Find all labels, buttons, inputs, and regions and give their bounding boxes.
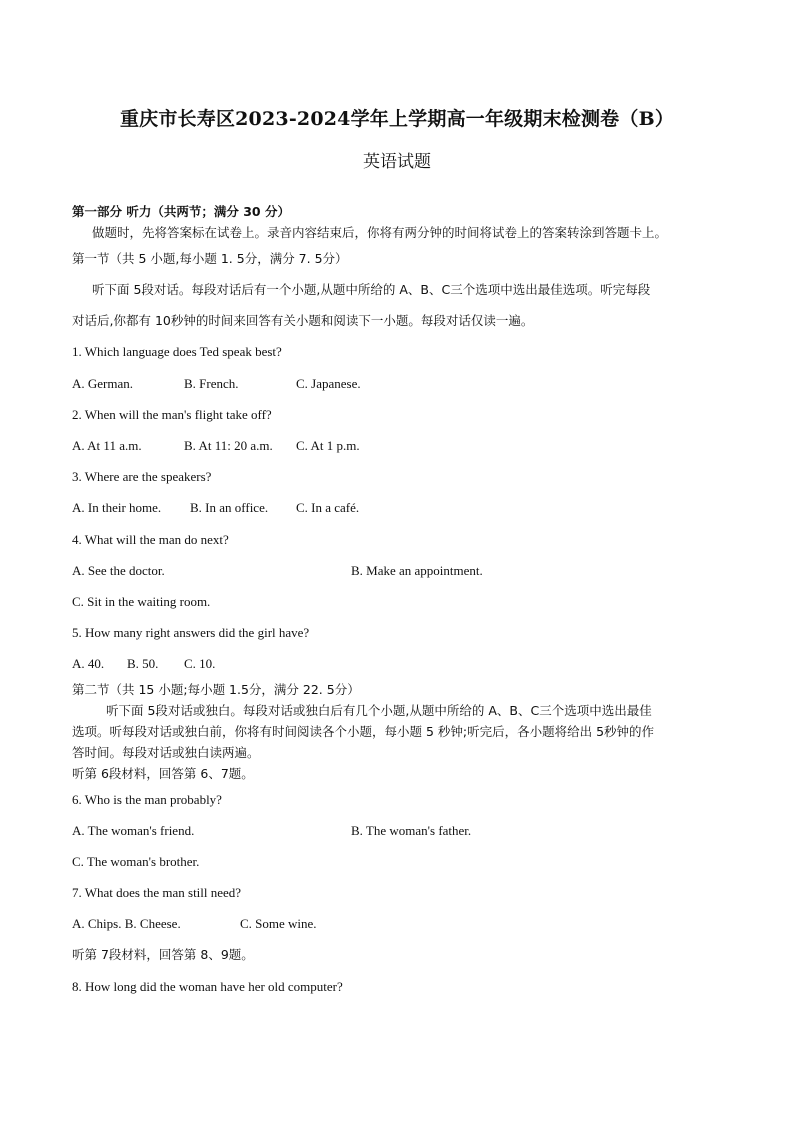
option-c: C. The woman's brother. (72, 854, 200, 869)
question-2: 2. When will the man's flight take off? (72, 407, 272, 422)
option-a-b: A. Chips. B. Cheese. (72, 916, 181, 931)
option-a: A. German. (72, 376, 134, 391)
section2-heading: 第二节（共 15 小题;每小题 1.5分，满分 22. 5分） (72, 682, 360, 697)
part1-heading: 第一部分 听力（共两节；满分 30 分） (72, 204, 290, 219)
option-b: B. In an office. (190, 500, 269, 515)
section1-heading: 第一节（共 5 小题,每小题 1. 5分，满分 7. 5分） (72, 251, 348, 266)
option-c: C. In a café. (296, 500, 360, 515)
section1-instruction-line1: 听下面 5段对话。每段对话后有一个小题,从题中所给的 A、B、C三个选项中选出最佳选项。听完每段 (92, 282, 651, 297)
option-a: A. The woman's friend. (72, 823, 195, 838)
page-title: 重庆市长寿区2023-2024学年上学期高一年级期末检测卷（B） (119, 108, 675, 130)
option-c: C. Sit in the waiting room. (72, 594, 211, 609)
question-7: 7. What does the man still need? (72, 885, 242, 900)
question-6: 6. Who is the man probably? (72, 792, 222, 807)
option-c: C. At 1 p.m. (296, 438, 360, 453)
option-c: C. Japanese. (296, 376, 361, 391)
option-b: B. The woman's father. (351, 823, 472, 838)
question-8: 8. How long did the woman have her old computer? (72, 979, 343, 994)
option-b: B. 50. (127, 656, 159, 671)
option-b: B. At 11: 20 a.m. (184, 438, 273, 453)
option-a: A. 40. (72, 656, 105, 671)
section2-instruction-line3: 答时间。每段对话或独白读两遍。 (72, 745, 260, 760)
page-subtitle: 英语试题 (363, 152, 431, 172)
option-b: B. French. (184, 376, 239, 391)
option-c: C. Some wine. (240, 916, 317, 931)
question-3: 3. Where are the speakers? (72, 469, 212, 484)
section2-instruction-line1: 听下面 5段对话或独白。每段对话或独白后有几个小题,从题中所给的 A、B、C三个选项中选出最佳 (106, 703, 652, 718)
question-5: 5. How many right answers did the girl have? (72, 625, 310, 640)
option-c: C. 10. (184, 656, 216, 671)
part1-instruction: 做题时，先将答案标在试卷上。录音内容结束后，你将有两分钟的时间将试卷上的答案转涂到答题卡上。 (92, 225, 668, 240)
section1-instruction-line2: 对话后,你都有 10秒钟的时间来回答有关小题和阅读下一小题。每段对话仅读一遍。 (72, 313, 534, 328)
option-a: A. In their home. (72, 500, 162, 515)
listen-material-7: 听第 7段材料，回答第 8、9题。 (72, 947, 254, 962)
question-1: 1. Which language does Ted speak best? (72, 344, 282, 359)
option-a: A. At 11 a.m. (72, 438, 142, 453)
option-b: B. Make an appointment. (351, 563, 483, 578)
listen-material-6: 听第 6段材料，回答第 6、7题。 (72, 766, 254, 781)
section2-instruction-line2: 选项。听每段对话或独白前，你将有时间阅读各个小题，每小题 5 秒钟;听完后，各小题将给出 5秒钟的作 (72, 724, 655, 739)
question-4: 4. What will the man do next? (72, 532, 229, 547)
option-a: A. See the doctor. (72, 563, 165, 578)
